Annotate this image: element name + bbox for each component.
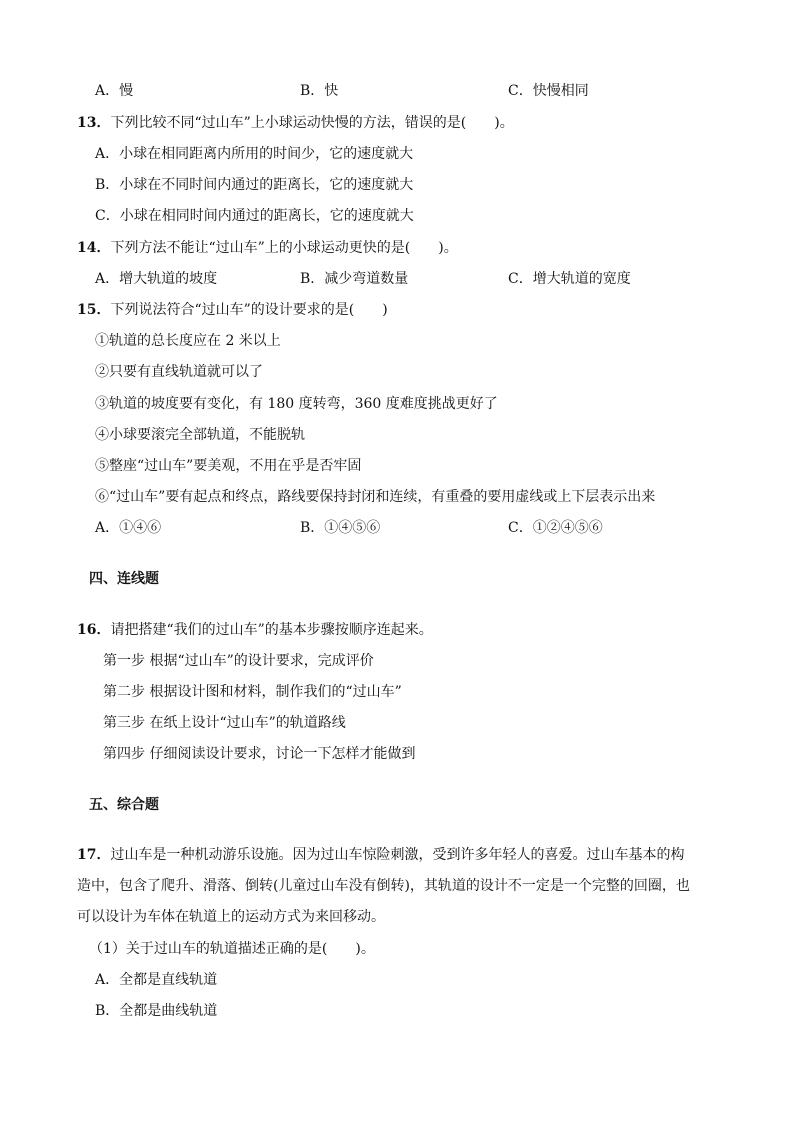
- q16-question: [77, 621, 433, 639]
- q15-option-c: C．①②④⑤⑥: [508, 520, 603, 536]
- q14-option-b: B．减少弯道数量: [300, 271, 409, 287]
- section-4-heading: 四、连线题: [89, 571, 159, 587]
- q13-number: 13．: [77, 115, 111, 131]
- q14-option-a: A．增大轨道的坡度: [95, 271, 218, 287]
- q17-para-line-3: 可以设计为车体在轨道上的运动方式为来回移动。: [77, 909, 385, 925]
- q16-step-1: 第一步 根据“过山车”的设计要求，完成评价: [103, 653, 374, 669]
- q16-step-3: 第三步 在纸上设计“过山车”的轨道路线: [103, 715, 346, 731]
- q14-option-c: C．增大轨道的宽度: [508, 271, 631, 287]
- q13-option-c: C．小球在相同时间内通过的距离长，它的速度就大: [95, 208, 414, 224]
- q12-option-c: C．快慢相同: [508, 83, 589, 99]
- q13-option-b: B．小球在不同时间内通过的距离长，它的速度就大: [95, 177, 414, 193]
- q13-option-a: A．小球在相同距离内所用的时间少，它的速度就大: [95, 146, 414, 162]
- q15-item-1: ①轨道的总长度应在 2 米以上: [95, 333, 281, 349]
- q16-step-2: 第二步 根据设计图和材料，制作我们的“过山车”: [103, 684, 402, 700]
- q17-sub-question-1: （1）关于过山车的轨道描述正确的是( )。: [89, 941, 375, 957]
- q14-number: 14．: [77, 240, 111, 256]
- q17-para-line-2: 造中，包含了爬升、滑落、倒转(儿童过山车没有倒转)，其轨道的设计不一定是一个完整的回圈，也: [77, 878, 690, 894]
- q14-stem: 下列方法不能让“过山车”上的小球运动更快的是( )。: [110, 240, 458, 256]
- q17-para-1: 过山车是一种机动游乐设施。因为过山车惊险刺激，受到许多年轻人的喜爱。过山车基本的构: [110, 847, 685, 863]
- q17-para-line-1: [77, 846, 684, 864]
- q14-question: [77, 239, 458, 257]
- q16-number: 16．: [77, 622, 111, 638]
- q15-option-b: B．①④⑤⑥: [300, 520, 381, 536]
- q17-option-b: B．全都是曲线轨道: [95, 1003, 218, 1019]
- q15-question: [77, 301, 388, 319]
- q15-item-4: ④小球要滚完全部轨道，不能脱轨: [95, 427, 305, 443]
- q13-stem: 下列比较不同“过山车”上小球运动快慢的方法，错误的是( )。: [110, 115, 514, 131]
- q15-item-3: ③轨道的坡度要有变化，有 180 度转弯，360 度难度挑战更好了: [95, 396, 498, 412]
- q15-item-2: ②只要有直线轨道就可以了: [95, 364, 263, 380]
- q16-step-4: 第四步 仔细阅读设计要求，讨论一下怎样才能做到: [103, 746, 416, 762]
- q17-number: 17．: [77, 847, 111, 863]
- section-5-heading: 五、综合题: [89, 797, 159, 813]
- q16-stem: 请把搭建“我们的过山车”的基本步骤按顺序连起来。: [110, 622, 433, 638]
- q15-stem: 下列说法符合“过山车”的设计要求的是( ): [110, 302, 388, 318]
- q15-number: 15．: [77, 302, 111, 318]
- q17-option-a: A．全都是直线轨道: [95, 972, 218, 988]
- q15-option-a: A．①④⑥: [95, 520, 162, 536]
- q13-question: [77, 114, 514, 132]
- q12-option-b: B．快: [300, 83, 339, 99]
- q12-option-a: A．慢: [95, 83, 134, 99]
- q15-item-5: ⑤整座“过山车”要美观，不用在乎是否牢固: [95, 458, 362, 474]
- q15-item-6: ⑥“过山车”要有起点和终点，路线要保持封闭和连续，有重叠的要用虚线或上下层表示出来: [95, 489, 656, 505]
